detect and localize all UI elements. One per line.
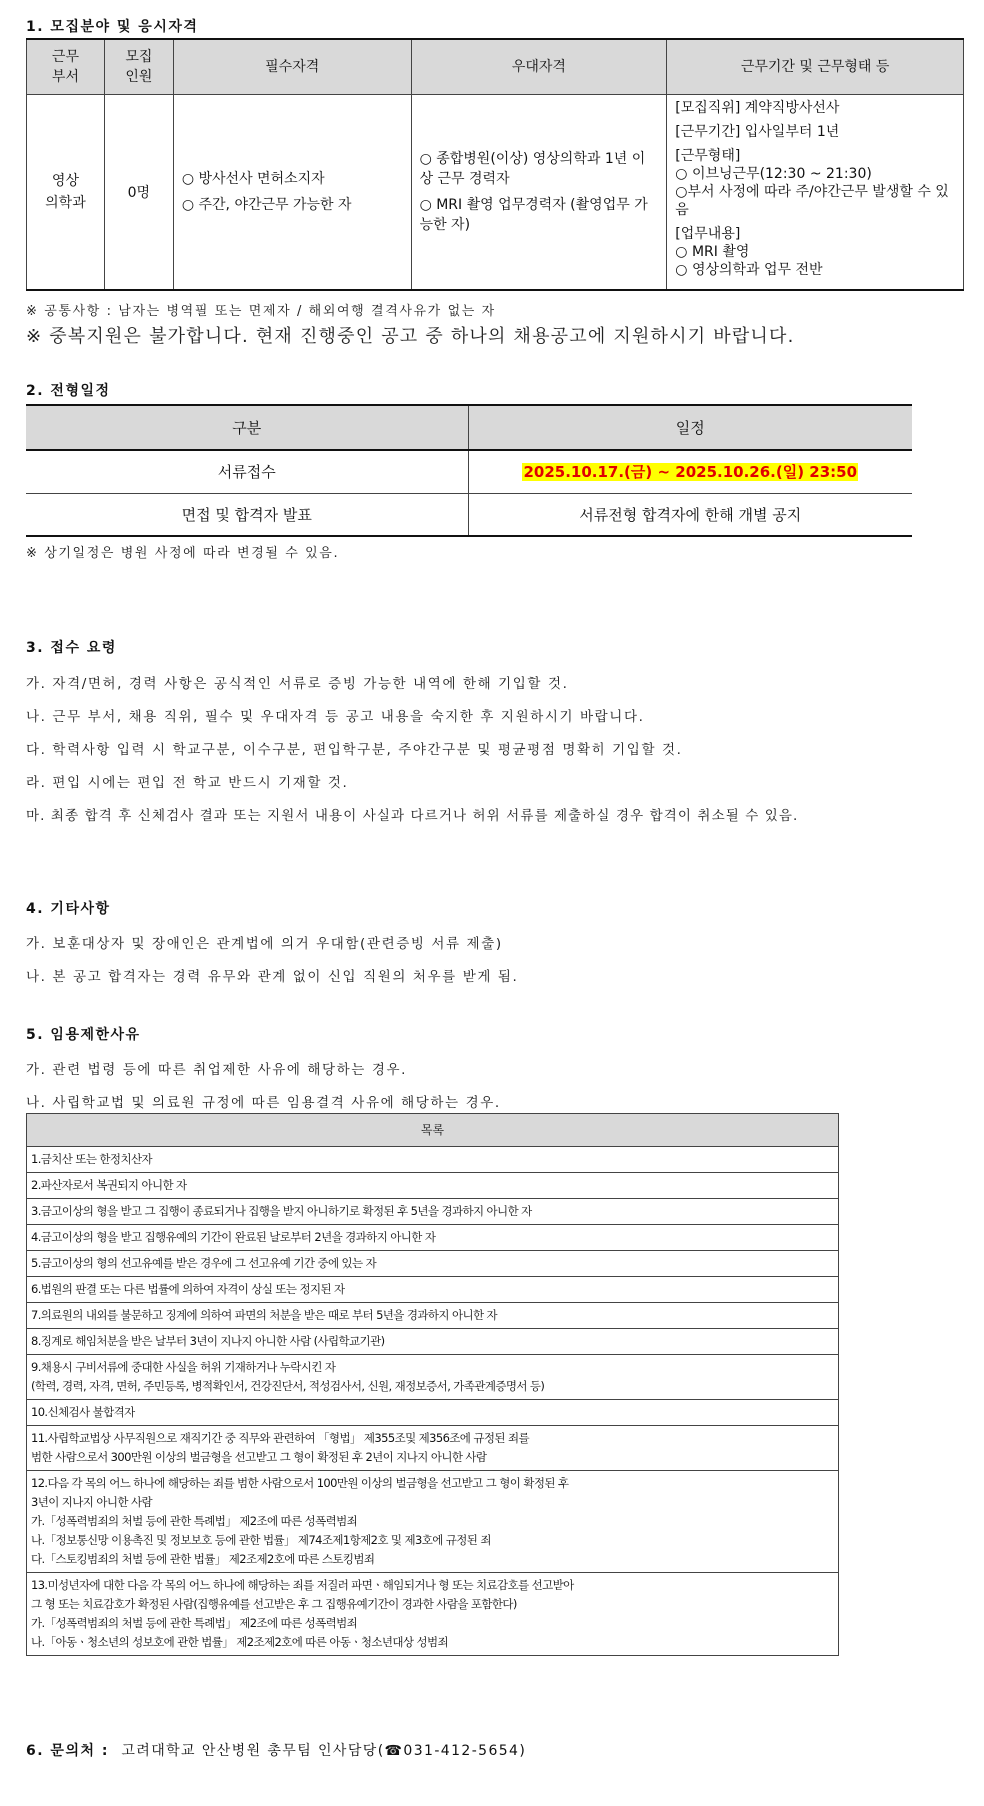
header-count: 모집 인원 xyxy=(104,39,173,94)
disqualification-line: 3.금고이상의 형을 받고 그 집행이 종료되거나 집행을 받지 아니하기로 확정된 후 5년을 경과하지 아니한 자 xyxy=(31,1204,532,1218)
schedule-row-interview xyxy=(26,493,912,536)
required-cell: ○ 방사선사 면허소지자 ○ 주간, 야간근무 가능한 자 xyxy=(173,94,411,290)
disqualification-cell xyxy=(27,1199,839,1225)
section3-title: 3. 접수 요령 xyxy=(26,640,117,656)
disqualification-line: 나.「아동ㆍ청소년의 성보호에 관한 법률」 제2조제2호에 따른 아동ㆍ청소년대상 성범죄 xyxy=(31,1635,448,1649)
disqualification-cell xyxy=(27,1251,839,1277)
disqualification-line: 가.「성폭력범죄의 처벌 등에 관한 특례법」 제2조에 따른 성폭력범죄 xyxy=(31,1616,358,1630)
schedule-header-category: 구분 xyxy=(26,405,468,450)
section5-title: 5. 임용제한사유 xyxy=(26,1027,141,1043)
disqualification-cell xyxy=(27,1225,839,1251)
application-guide-item: 가. 자격/면허, 경력 사항은 공식적인 서류로 증빙 가능한 내역에 한해 기입할 것. xyxy=(26,676,569,692)
disqualification-line: 11.사립학교법상 사무직원으로 재직기간 중 직무와 관련하여 「형법」 제355조및 제356조에 규정된 죄를 xyxy=(31,1431,529,1445)
disqualification-line: 7.의료원의 내외를 불문하고 징계에 의하여 파면의 처분을 받은 때로 부터 5년을 경과하지 아니한 자 xyxy=(31,1308,498,1322)
disqualification-line: 10.신체검사 불합격자 xyxy=(31,1405,135,1419)
disqualification-row xyxy=(27,1471,839,1573)
disqualification-row xyxy=(27,1426,839,1471)
disqualification-cell xyxy=(27,1573,839,1656)
disqualification-line: 다.「스토킹범죄의 처벌 등에 관한 법률」 제2조제2호에 따른 스토킹범죄 xyxy=(31,1552,375,1566)
application-guide-item: 라. 편입 시에는 편입 전 학교 반드시 기재할 것. xyxy=(26,775,349,791)
schedule-table-header xyxy=(26,405,912,450)
header-required: 필수자격 xyxy=(173,39,411,94)
disqualification-line: 1.금치산 또는 한정치산자 xyxy=(31,1152,152,1166)
disqualification-line: 3년이 지나지 아니한 사람 xyxy=(31,1495,152,1509)
recruitment-table-row xyxy=(27,94,964,290)
disqualification-cell xyxy=(27,1471,839,1573)
disqualification-row xyxy=(27,1251,839,1277)
schedule-label: 서류접수 xyxy=(26,450,468,493)
other-item: 나. 본 공고 합격자는 경력 유무와 관계 없이 신입 직원의 처우를 받게 됨. xyxy=(26,969,519,985)
disqualification-cell xyxy=(27,1277,839,1303)
disqualification-row xyxy=(27,1225,839,1251)
disqualification-line: 4.금고이상의 형을 받고 집행유예의 기간이 완료된 날로부터 2년을 경과하지 아니한 자 xyxy=(31,1230,436,1244)
disqualification-line: 13.미성년자에 대한 다음 각 목의 어느 하나에 해당하는 죄를 저질러 파면ㆍ해임되거나 형 또는 치료감호를 선고받아 xyxy=(31,1578,574,1592)
section2-title: 2. 전형일정 xyxy=(26,383,111,399)
disqualification-cell xyxy=(27,1147,839,1173)
disqualification-line: 나.「정보통신망 이용촉진 및 정보보호 등에 관한 법률」 제74조제1항제2호 및 제3호에 규정된 죄 xyxy=(31,1533,491,1547)
disqualification-cell xyxy=(27,1303,839,1329)
schedule-note: ※ 상기일정은 병원 사정에 따라 변경될 수 있음. xyxy=(26,546,340,561)
duplicate-application-note: ※ 중복지원은 불가합니다. 현재 진행중인 공고 중 하나의 채용공고에 지원하시기 바랍니다. xyxy=(26,326,795,347)
disqualification-row xyxy=(27,1173,839,1199)
restriction-item: 가. 관련 법령 등에 따른 취업제한 사유에 해당하는 경우. xyxy=(26,1062,408,1078)
schedule-table xyxy=(26,404,912,537)
header-preferred: 우대자격 xyxy=(411,39,667,94)
application-guide-item: 마. 최종 합격 후 신체검사 결과 또는 지원서 내용이 사실과 다르거나 허위 서류를 제출하실 경우 합격이 취소될 수 있음. xyxy=(26,808,799,824)
schedule-value: 서류전형 합격자에 한해 개별 공지 xyxy=(468,493,912,536)
disqualification-row xyxy=(27,1147,839,1173)
preferred-cell: ○ 종합병원(이상) 영상의학과 1년 이상 근무 경력자 ○ MRI 촬영 업무경력자 (촬영업무 가능한 자) xyxy=(411,94,667,290)
other-item: 가. 보훈대상자 및 장애인은 관계법에 의거 우대함(관련증빙 서류 제출) xyxy=(26,936,503,952)
application-guide-item: 나. 근무 부서, 채용 직위, 필수 및 우대자격 등 공고 내용을 숙지한 후 지원하시기 바랍니다. xyxy=(26,709,645,725)
disqualification-cell xyxy=(27,1400,839,1426)
disqualification-list xyxy=(27,1147,839,1656)
terms-cell: [모집직위] 계약직방사선사 [근무기간] 입사일부터 1년 [근무형태] ○ 이브닝근무(12:30 ~ 21:30) ○부서 사정에 따라 주/야간근무 발생할 수 있음 [업무내용] ○ MRI 촬영 ○ 영상의학과 업무 전반 xyxy=(667,94,964,290)
disqualification-table xyxy=(26,1113,839,1656)
disqualification-cell xyxy=(27,1173,839,1199)
disqualification-row xyxy=(27,1277,839,1303)
disqualification-row xyxy=(27,1355,839,1400)
disqualification-row xyxy=(27,1199,839,1225)
section1-title: 1. 모집분야 및 응시자격 xyxy=(26,19,199,35)
disqualification-row xyxy=(27,1400,839,1426)
dept-cell: 영상 의학과 xyxy=(27,94,105,290)
disqualification-line: 6.법원의 판결 또는 다른 법률에 의하여 자격이 상실 또는 정지된 자 xyxy=(31,1282,345,1296)
common-requirement-note: ※ 공통사항 : 남자는 병역필 또는 면제자 / 해외여행 결격사유가 없는 자 xyxy=(26,304,496,319)
recruitment-table xyxy=(26,38,964,291)
schedule-header-date: 일정 xyxy=(468,405,912,450)
application-guide-item: 다. 학력사항 입력 시 학교구분, 이수구분, 편입학구분, 주야간구분 및 평균평점 명확히 기입할 것. xyxy=(26,742,683,758)
schedule-row-documents xyxy=(26,450,912,493)
disqualification-cell xyxy=(27,1329,839,1355)
disqualification-line: 12.다음 각 목의 어느 하나에 해당하는 죄를 범한 사람으로서 100만원 이상의 벌금형을 선고받고 그 형이 확정된 후 xyxy=(31,1476,569,1490)
header-dept: 근무 부서 xyxy=(27,39,105,94)
schedule-label: 면접 및 합격자 발표 xyxy=(26,493,468,536)
header-terms: 근무기간 및 근무형태 등 xyxy=(667,39,964,94)
disqualification-line: 그 형 또는 치료감호가 확정된 사람(집행유예를 선고받은 후 그 집행유예기간이 경과한 사람을 포함한다) xyxy=(31,1597,517,1611)
disqualification-line: 9.채용시 구비서류에 중대한 사실을 허위 기재하거나 누락시킨 자 xyxy=(31,1360,336,1374)
section4-title: 4. 기타사항 xyxy=(26,901,111,917)
disqualification-row xyxy=(27,1329,839,1355)
disqualification-line: 2.파산자로서 복권되지 아니한 자 xyxy=(31,1178,187,1192)
recruitment-table-header xyxy=(27,39,964,94)
contact-section xyxy=(26,1740,526,1760)
disqualification-header: 목록 xyxy=(27,1114,839,1147)
contact-info: 고려대학교 안산병원 총무팀 인사담당(☎031-412-5654) xyxy=(121,1743,527,1759)
schedule-value xyxy=(468,450,912,493)
disqualification-row xyxy=(27,1303,839,1329)
disqualification-row xyxy=(27,1573,839,1656)
section6-label: 6. 문의처 : xyxy=(26,1743,109,1759)
application-period-highlight: 2025.10.17.(금) ~ 2025.10.26.(일) 23:50 xyxy=(523,463,858,482)
disqualification-line: 범한 사람으로서 300만원 이상의 벌금형을 선고받고 그 형이 확정된 후 2년이 지나지 아니한 사람 xyxy=(31,1450,487,1464)
restriction-item: 나. 사립학교법 및 의료원 규정에 따른 임용결격 사유에 해당하는 경우. xyxy=(26,1095,501,1111)
disqualification-cell xyxy=(27,1355,839,1400)
count-cell: 0명 xyxy=(104,94,173,290)
disqualification-line: 8.징계로 해임처분을 받은 날부터 3년이 지나지 아니한 사람 (사립학교기관) xyxy=(31,1334,385,1348)
disqualification-line: 가.「성폭력범죄의 처벌 등에 관한 특례법」 제2조에 따른 성폭력범죄 xyxy=(31,1514,358,1528)
disqualification-cell xyxy=(27,1426,839,1471)
disqualification-line: 5.금고이상의 형의 선고유예를 받은 경우에 그 선고유예 기간 중에 있는 자 xyxy=(31,1256,377,1270)
disqualification-line: (학력, 경력, 자격, 면허, 주민등록, 병적확인서, 건강진단서, 적성검사서, 신원, 재정보증서, 가족관계증명서 등) xyxy=(31,1379,545,1393)
